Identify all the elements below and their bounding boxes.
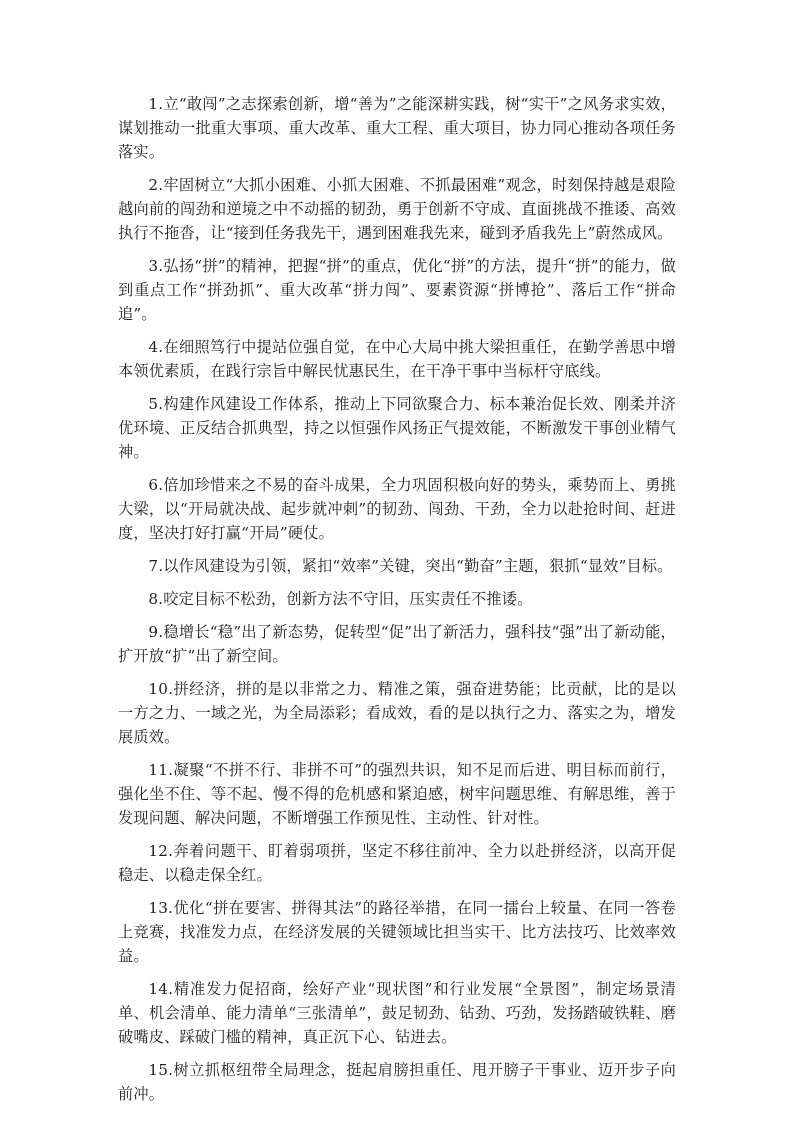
paragraph-10: 10.拼经济，拼的是以非常之力、精准之策，强奋进势能；比贡献，比的是以一方之力、一域之光，为全局添彩；看成效，看的是以执行之力、落实之为，增发展质效。	[118, 680, 676, 746]
paragraph-15: 15.树立抓枢纽带全局理念，挺起肩膀担重任、甩开膀子干事业、迈开步子向前冲。	[118, 1061, 676, 1103]
paragraph-5: 5.构建作风建设工作体系，推动上下同欲聚合力、标本兼治促长效、刚柔并济优环境、正反结合抓典型，持之以恒强作风扬正气提效能，不断激发干事创业精气神。	[118, 395, 676, 461]
paragraph-13: 13.优化“拼在要害、拼得其法”的路径举措，在同一擂台上较量、在同一答卷上竞赛，找准发力点，在经济发展的关键领域比担当实干、比方法技巧、比效率效益。	[118, 899, 676, 965]
paragraph-8: 8.咬定目标不松劲，创新方法不守旧，压实责任不推诿。	[148, 590, 533, 608]
paragraph-3: 3.弘扬“拼”的精神，把握“拼”的重点，优化“拼”的方法，提升“拼”的能力，做到重点工作“拼劲抓”、重大改革“拼力闯”、要素资源“拼博抢”、落后工作“拼命追”。	[118, 257, 676, 323]
paragraph-4: 4.在细照笃行中提站位强自觉，在中心大局中挑大梁担重任，在勤学善思中增本领优素质，在践行宗旨中解民忧惠民生，在干净干事中当标杆守底线。	[118, 338, 676, 380]
paragraph-9: 9.稳增长“稳”出了新态势，促转型“促”出了新活力，强科技“强”出了新动能，扩开放“扩”出了新空间。	[118, 623, 676, 665]
document-body	[118, 92, 676, 1115]
paragraph-11: 11.凝聚“不拼不行、非拼不可”的强烈共识，知不足而后进、明目标而前行，强化坐不住、等不起、慢不得的危机感和紧迫感，树牢问题思维、有解思维，善于发现问题、解决问题，不断增强工作预见性、主动性、针对性。	[118, 761, 676, 827]
paragraph-14: 14.精准发力促招商，绘好产业“现状图”和行业发展“全景图”，制定场景清单、机会清单、能力清单“三张清单”，鼓足韧劲、钻劲、巧劲，发扬踏破铁鞋、磨破嘴皮、踩破门槛的精神，真正沉下心、钻进去。	[118, 980, 676, 1046]
paragraph-1: 1.立“敢闯”之志探索创新，增“善为”之能深耕实践，树“实干”之风务求实效，谋划推动一批重大事项、重大改革、重大工程、重大项目，协力同心推动各项任务落实。	[118, 95, 676, 161]
paragraph-12: 12.奔着问题干、盯着弱项拼，坚定不移往前冲、全力以赴拼经济，以高开促稳走、以稳走保全红。	[118, 842, 676, 884]
paragraph-7: 7.以作风建设为引领，紧扣“效率”关键，突出“勤奋”主题，狠抓“显效”目标。	[148, 557, 673, 575]
paragraph-2: 2.牢固树立“大抓小困难、小抓大困难、不抓最困难”观念，时刻保持越是艰险越向前的闯劲和逆境之中不动摇的韧劲，勇于创新不守成、直面挑战不推诿、高效执行不拖沓，让“接到任务我先干，遇到困难我先来，碰到矛盾我先上”蔚然成风。	[118, 176, 676, 242]
paragraph-6: 6.倍加珍惜来之不易的奋斗成果，全力巩固积极向好的势头，乘势而上、勇挑大梁，以“开局就决战、起步就冲刺”的韧劲、闯劲、干劲，全力以赴抢时间、赶进度，坚决打好打赢“开局”硬仗。	[118, 476, 676, 542]
